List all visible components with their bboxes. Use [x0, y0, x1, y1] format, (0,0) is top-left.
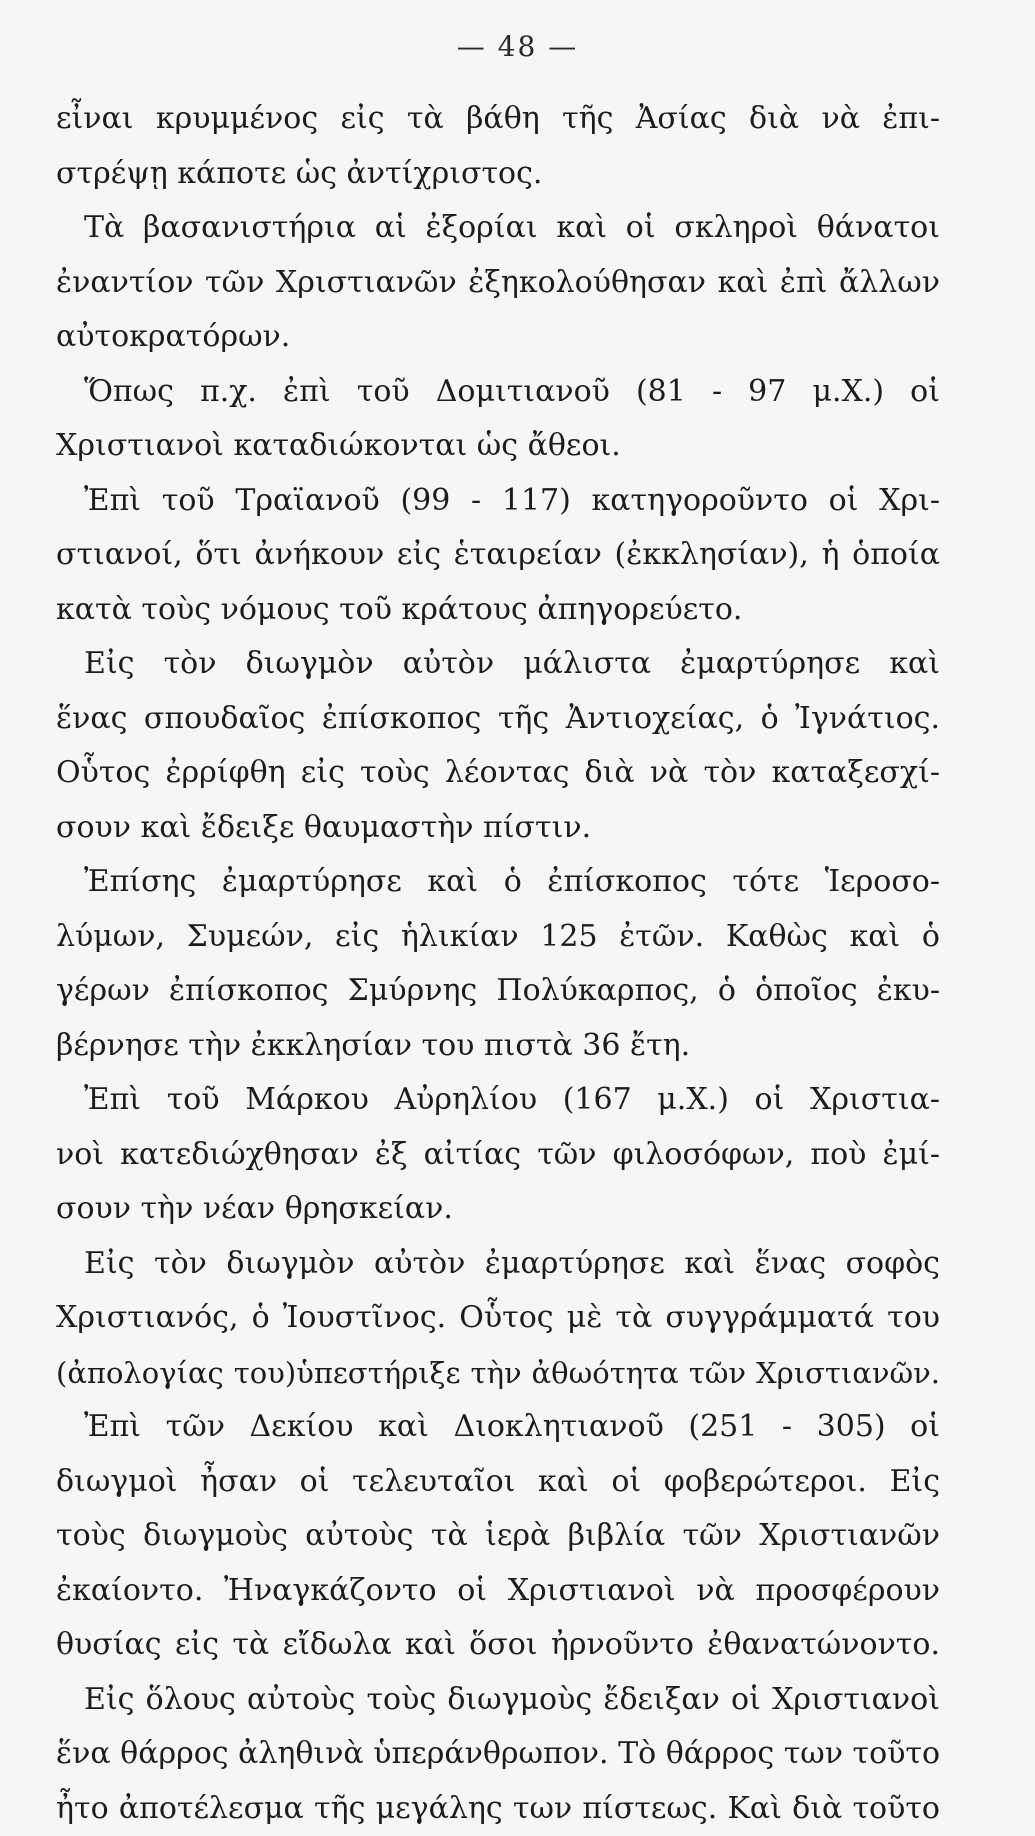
text-line: λύμων, Συμεών, εἰς ἡλικίαν 125 ἐτῶν. Καθὼς καὶ ὁ: [56, 910, 940, 965]
text-line: (ἀπολογίας του)ὑπεστήριξε τὴν ἀθωότητα τῶν Χριστιανῶν.: [56, 1346, 940, 1401]
text-line: Ἐπὶ τοῦ Τραϊανοῦ (99 - 117) κατηγοροῦντο οἱ Χρι-: [56, 474, 940, 529]
text-line: θυσίας εἰς τὰ εἴδωλα καὶ ὅσοι ἠρνοῦντο ἐθανατώνοντο.: [56, 1618, 940, 1673]
body-text: [56, 92, 940, 1836]
text-line: Εἰς ὅλους αὐτοὺς τοὺς διωγμοὺς ἔδειξαν οἱ Χριστιανοὶ: [56, 1673, 940, 1728]
text-line: σουν καὶ ἔδειξε θαυμαστὴν πίστιν.: [56, 801, 940, 856]
text-line: Εἰς τὸν διωγμὸν αὐτὸν ἐμαρτύρησε καὶ ἕνας σοφὸς: [56, 1237, 940, 1292]
text-line: Ἐπίσης ἐμαρτύρησε καὶ ὁ ἐπίσκοπος τότε Ἱεροσο-: [56, 855, 940, 910]
text-line: Εἰς τὸν διωγμὸν αὐτὸν μάλιστα ἐμαρτύρησε καὶ: [56, 637, 940, 692]
text-line: ἕνας σπουδαῖος ἐπίσκοπος τῆς Ἀντιοχείας, ὁ Ἰγνάτιος.: [56, 692, 940, 747]
text-line: ἕνα θάρρος ἀληθινὰ ὑπεράνθρωπον. Τὸ θάρρος των τοῦτο: [56, 1727, 940, 1782]
text-line: ἐκαίοντο. Ἠναγκάζοντο οἱ Χριστιανοὶ νὰ προσφέρουν: [56, 1564, 940, 1619]
text-line: Ὅπως π.χ. ἐπὶ τοῦ Δομιτιανοῦ (81 - 97 μ.Χ.) οἱ: [56, 365, 940, 420]
text-line: Ἐπὶ τοῦ Μάρκου Αὐρηλίου (167 μ.Χ.) οἱ Χριστια-: [56, 1073, 940, 1128]
text-line: Χριστιανοὶ καταδιώκονται ὡς ἄθεοι.: [56, 419, 940, 474]
text-line: διωγμοὶ ἦσαν οἱ τελευταῖοι καὶ οἱ φοβερώτεροι. Εἰς: [56, 1455, 940, 1510]
text-line: ἦτο ἀποτέλεσμα τῆς μεγάλης των πίστεως. Καὶ διὰ τοῦτο: [56, 1782, 940, 1836]
text-line: εἶναι κρυμμένος εἰς τὰ βάθη τῆς Ἀσίας διὰ νὰ ἐπι-: [56, 92, 940, 147]
text-line: κατὰ τοὺς νόμους τοῦ κράτους ἀπηγορεύετο.: [56, 583, 940, 638]
text-line: βέρνησε τὴν ἐκκλησίαν του πιστὰ 36 ἔτη.: [56, 1019, 940, 1074]
text-line: αὐτοκρατόρων.: [56, 310, 940, 365]
text-line: στρέψῃ κάποτε ὡς ἀντίχριστος.: [56, 147, 940, 202]
text-line: ἐναντίον τῶν Χριστιανῶν ἐξηκολούθησαν καὶ ἐπὶ ἄλλων: [56, 256, 940, 311]
text-line: Οὗτος ἐρρίφθη εἰς τοὺς λέοντας διὰ νὰ τὸν καταξεσχί-: [56, 746, 940, 801]
page-number: — 48 —: [0, 30, 1035, 63]
text-line: στιανοί, ὅτι ἀνήκουν εἰς ἑταιρείαν (ἐκκλησίαν), ἡ ὁποία: [56, 528, 940, 583]
text-line: γέρων ἐπίσκοπος Σμύρνης Πολύκαρπος, ὁ ὁποῖος ἐκυ-: [56, 964, 940, 1019]
text-line: Χριστιανός, ὁ Ἰουστῖνος. Οὗτος μὲ τὰ συγγράμματά του: [56, 1291, 940, 1346]
text-line: Τὰ βασανιστήρια αἱ ἐξορίαι καὶ οἱ σκληροὶ θάνατοι: [56, 201, 940, 256]
text-line: τοὺς διωγμοὺς αὐτοὺς τὰ ἱερὰ βιβλία τῶν Χριστιανῶν: [56, 1509, 940, 1564]
text-line: Ἐπὶ τῶν Δεκίου καὶ Διοκλητιανοῦ (251 - 305) οἱ: [56, 1400, 940, 1455]
text-line: σουν τὴν νέαν θρησκείαν.: [56, 1182, 940, 1237]
text-line: νοὶ κατεδιώχθησαν ἐξ αἰτίας τῶν φιλοσόφων, ποὺ ἐμί-: [56, 1128, 940, 1183]
